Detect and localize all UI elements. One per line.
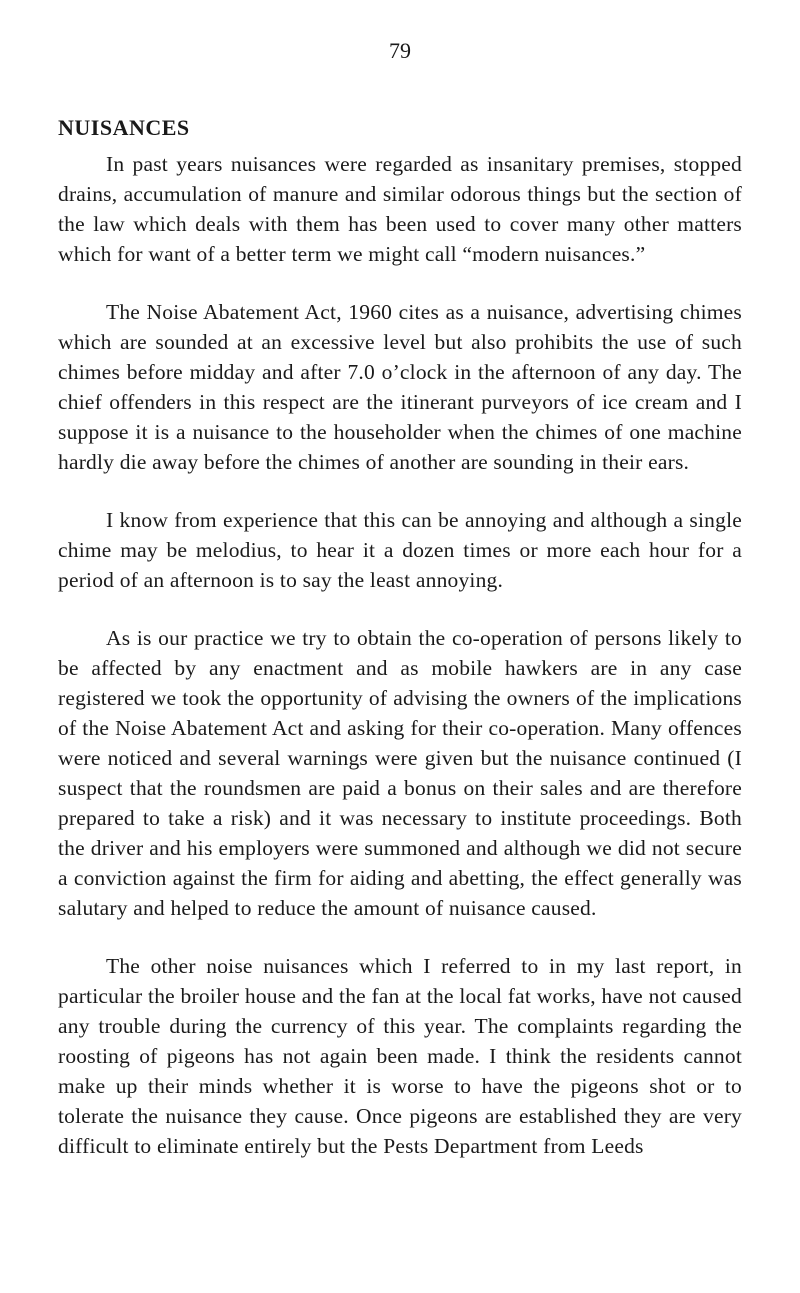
paragraph-proceedings: As is our practice we try to obtain the co-operation of persons likely to be affected by any enactment and as mobile hawkers are in any case registered we took the opportunity of advising the owners of the implications of the Noise Abatement Act and asking for their co-operation. Many offences were noticed and several warnings were given but the nuisance continued (I suspect that the roundsmen are paid a bonus on their sales and are therefore prepared to take a risk) and it was necessary to institute proceedings. Both the driver and his employers were summoned and although we did not secure a conviction against the firm for aiding and abetting, the effect generally was salutary and helped to reduce the amount of nuisance caused.	[58, 626, 742, 920]
paragraph-experience: I know from experience that this can be annoying and although a single chime may be melodius, to hear it a dozen times or more each hour for a period of an afternoon is to say the least annoying.	[58, 508, 742, 592]
section-heading: NUISANCES	[58, 115, 190, 140]
body-text	[58, 149, 742, 1161]
paragraph-other-nuisances: The other noise nuisances which I referred to in my last report, in particular the broiler house and the fan at the local fat works, have not caused any trouble during the currency of this year. The complaints regarding the roosting of pigeons has not again been made. I think the residents cannot make up their minds whether it is worse to have the pigeons shot or to tolerate the nuisance they cause. Once pigeons are established they are very difficult to eliminate entirely but the Pests Department from Leeds	[58, 954, 742, 1158]
page-number: 79	[389, 38, 411, 63]
paragraph-noise-abatement-act: The Noise Abatement Act, 1960 cites as a nuisance, advertising chimes which are sounded at an excessive level but also prohibits the use of such chimes before midday and after 7.0 o’clock in the afternoon of any day. The chief offenders in this respect are the itinerant purveyors of ice cream and I suppose it is a nuisance to the householder when the chimes of one machine hardly die away before the chimes of another are sounding in their ears.	[58, 300, 742, 474]
paragraph-intro: In past years nuisances were regarded as insanitary premises, stopped drains, accumulation of manure and similar odorous things but the section of the law which deals with them has been used to cover many other matters which for want of a better term we might call “modern nuisances.”	[58, 152, 742, 266]
